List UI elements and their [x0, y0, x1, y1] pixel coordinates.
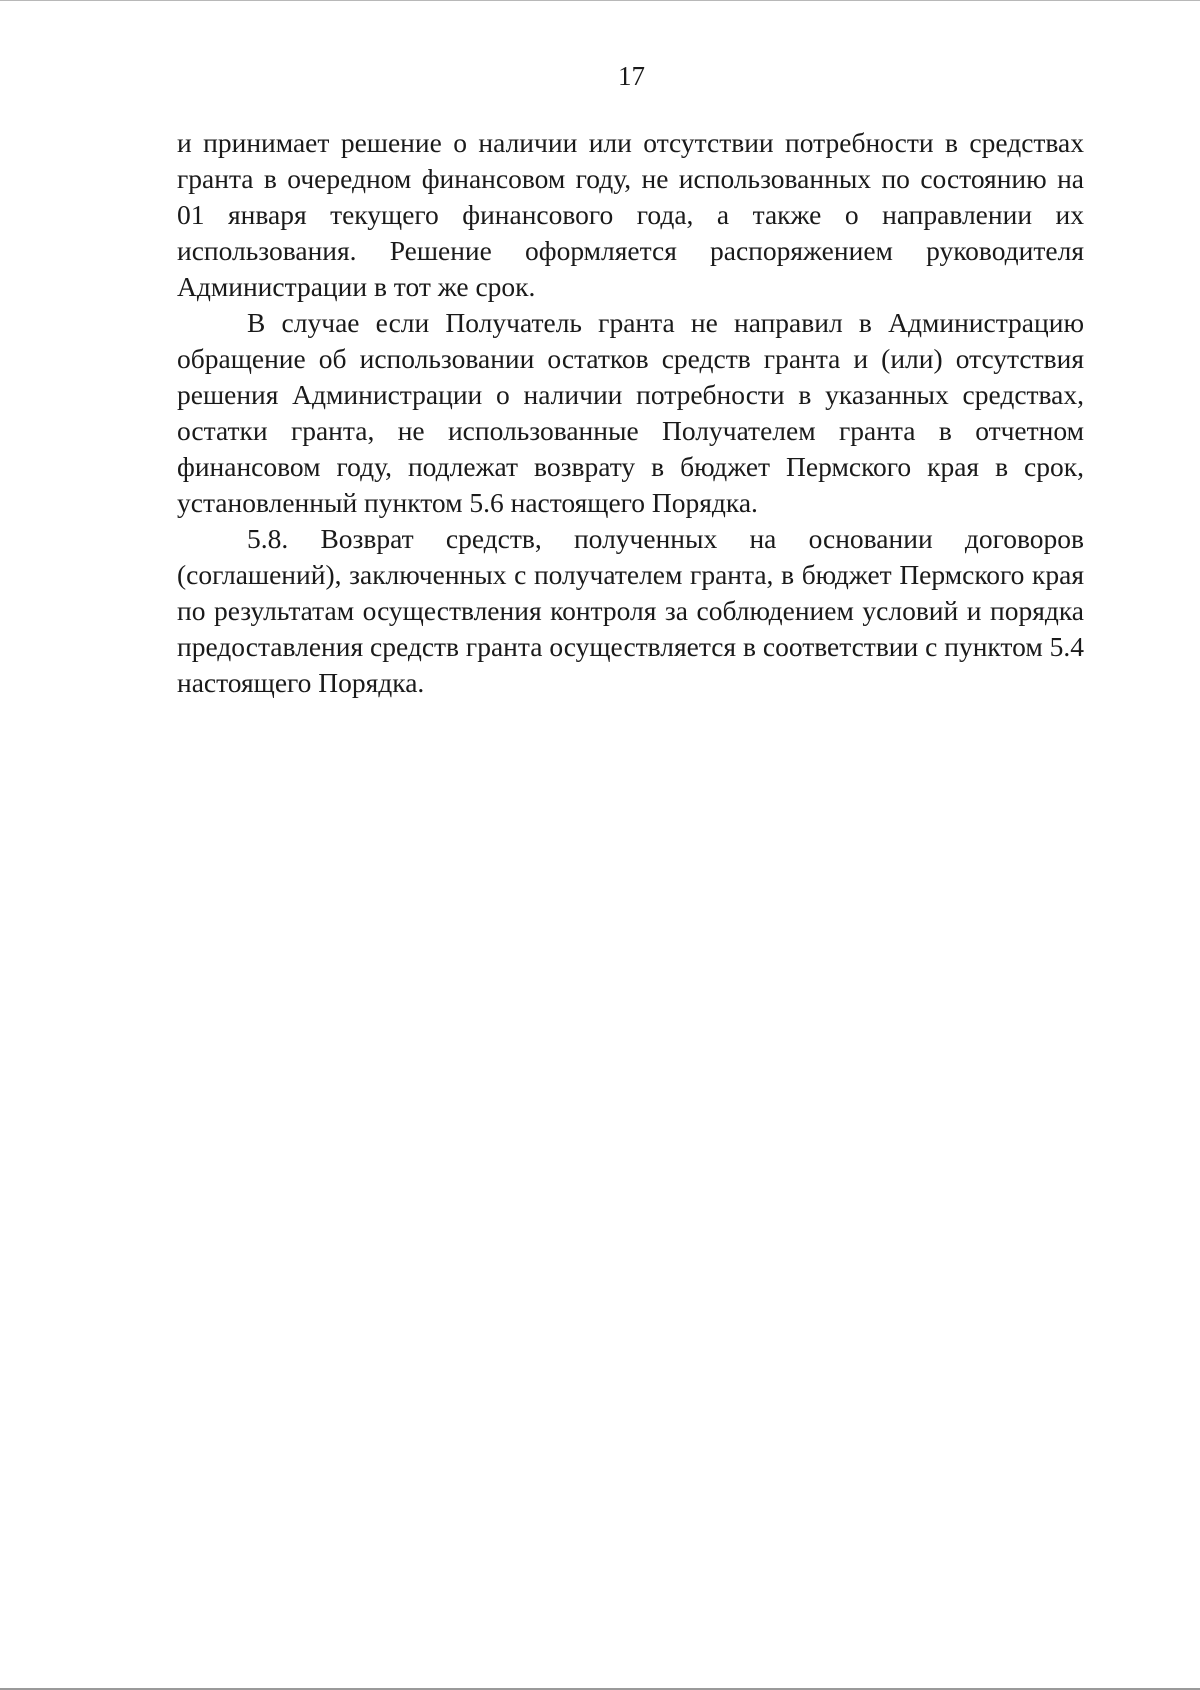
document-body: [177, 125, 1084, 701]
paragraph-section-5-8: 5.8. Возврат средств, полученных на основании договоров (соглашений), заключенных с получателем гранта, в бюджет Пермского края по результатам осуществления контроля за соблюдением условий и порядка предоставления средств гранта осуществляется в соответствии с пунктом 5.4 настоящего Порядка.: [177, 523, 1084, 698]
paragraph-continuation: и принимает решение о наличии или отсутствии потребности в средствах гранта в очередном финансовом году, не использованных по состоянию на 01 января текущего финансового года, а также о направлении их использования. Решение оформляется распоряжением руководителя Администрации в тот же срок.: [177, 127, 1084, 302]
paragraph-remaining-funds: В случае если Получатель гранта не направил в Администрацию обращение об использовании остатков средств гранта и (или) отсутствия решения Администрации о наличии потребности в указанных средствах, остатки гранта, не использованные Получателем гранта в отчетном финансовом году, подлежат возврату в бюджет Пермского края в срок, установленный пунктом 5.6 настоящего Порядка.: [177, 307, 1084, 518]
page-number: 17: [618, 61, 645, 91]
